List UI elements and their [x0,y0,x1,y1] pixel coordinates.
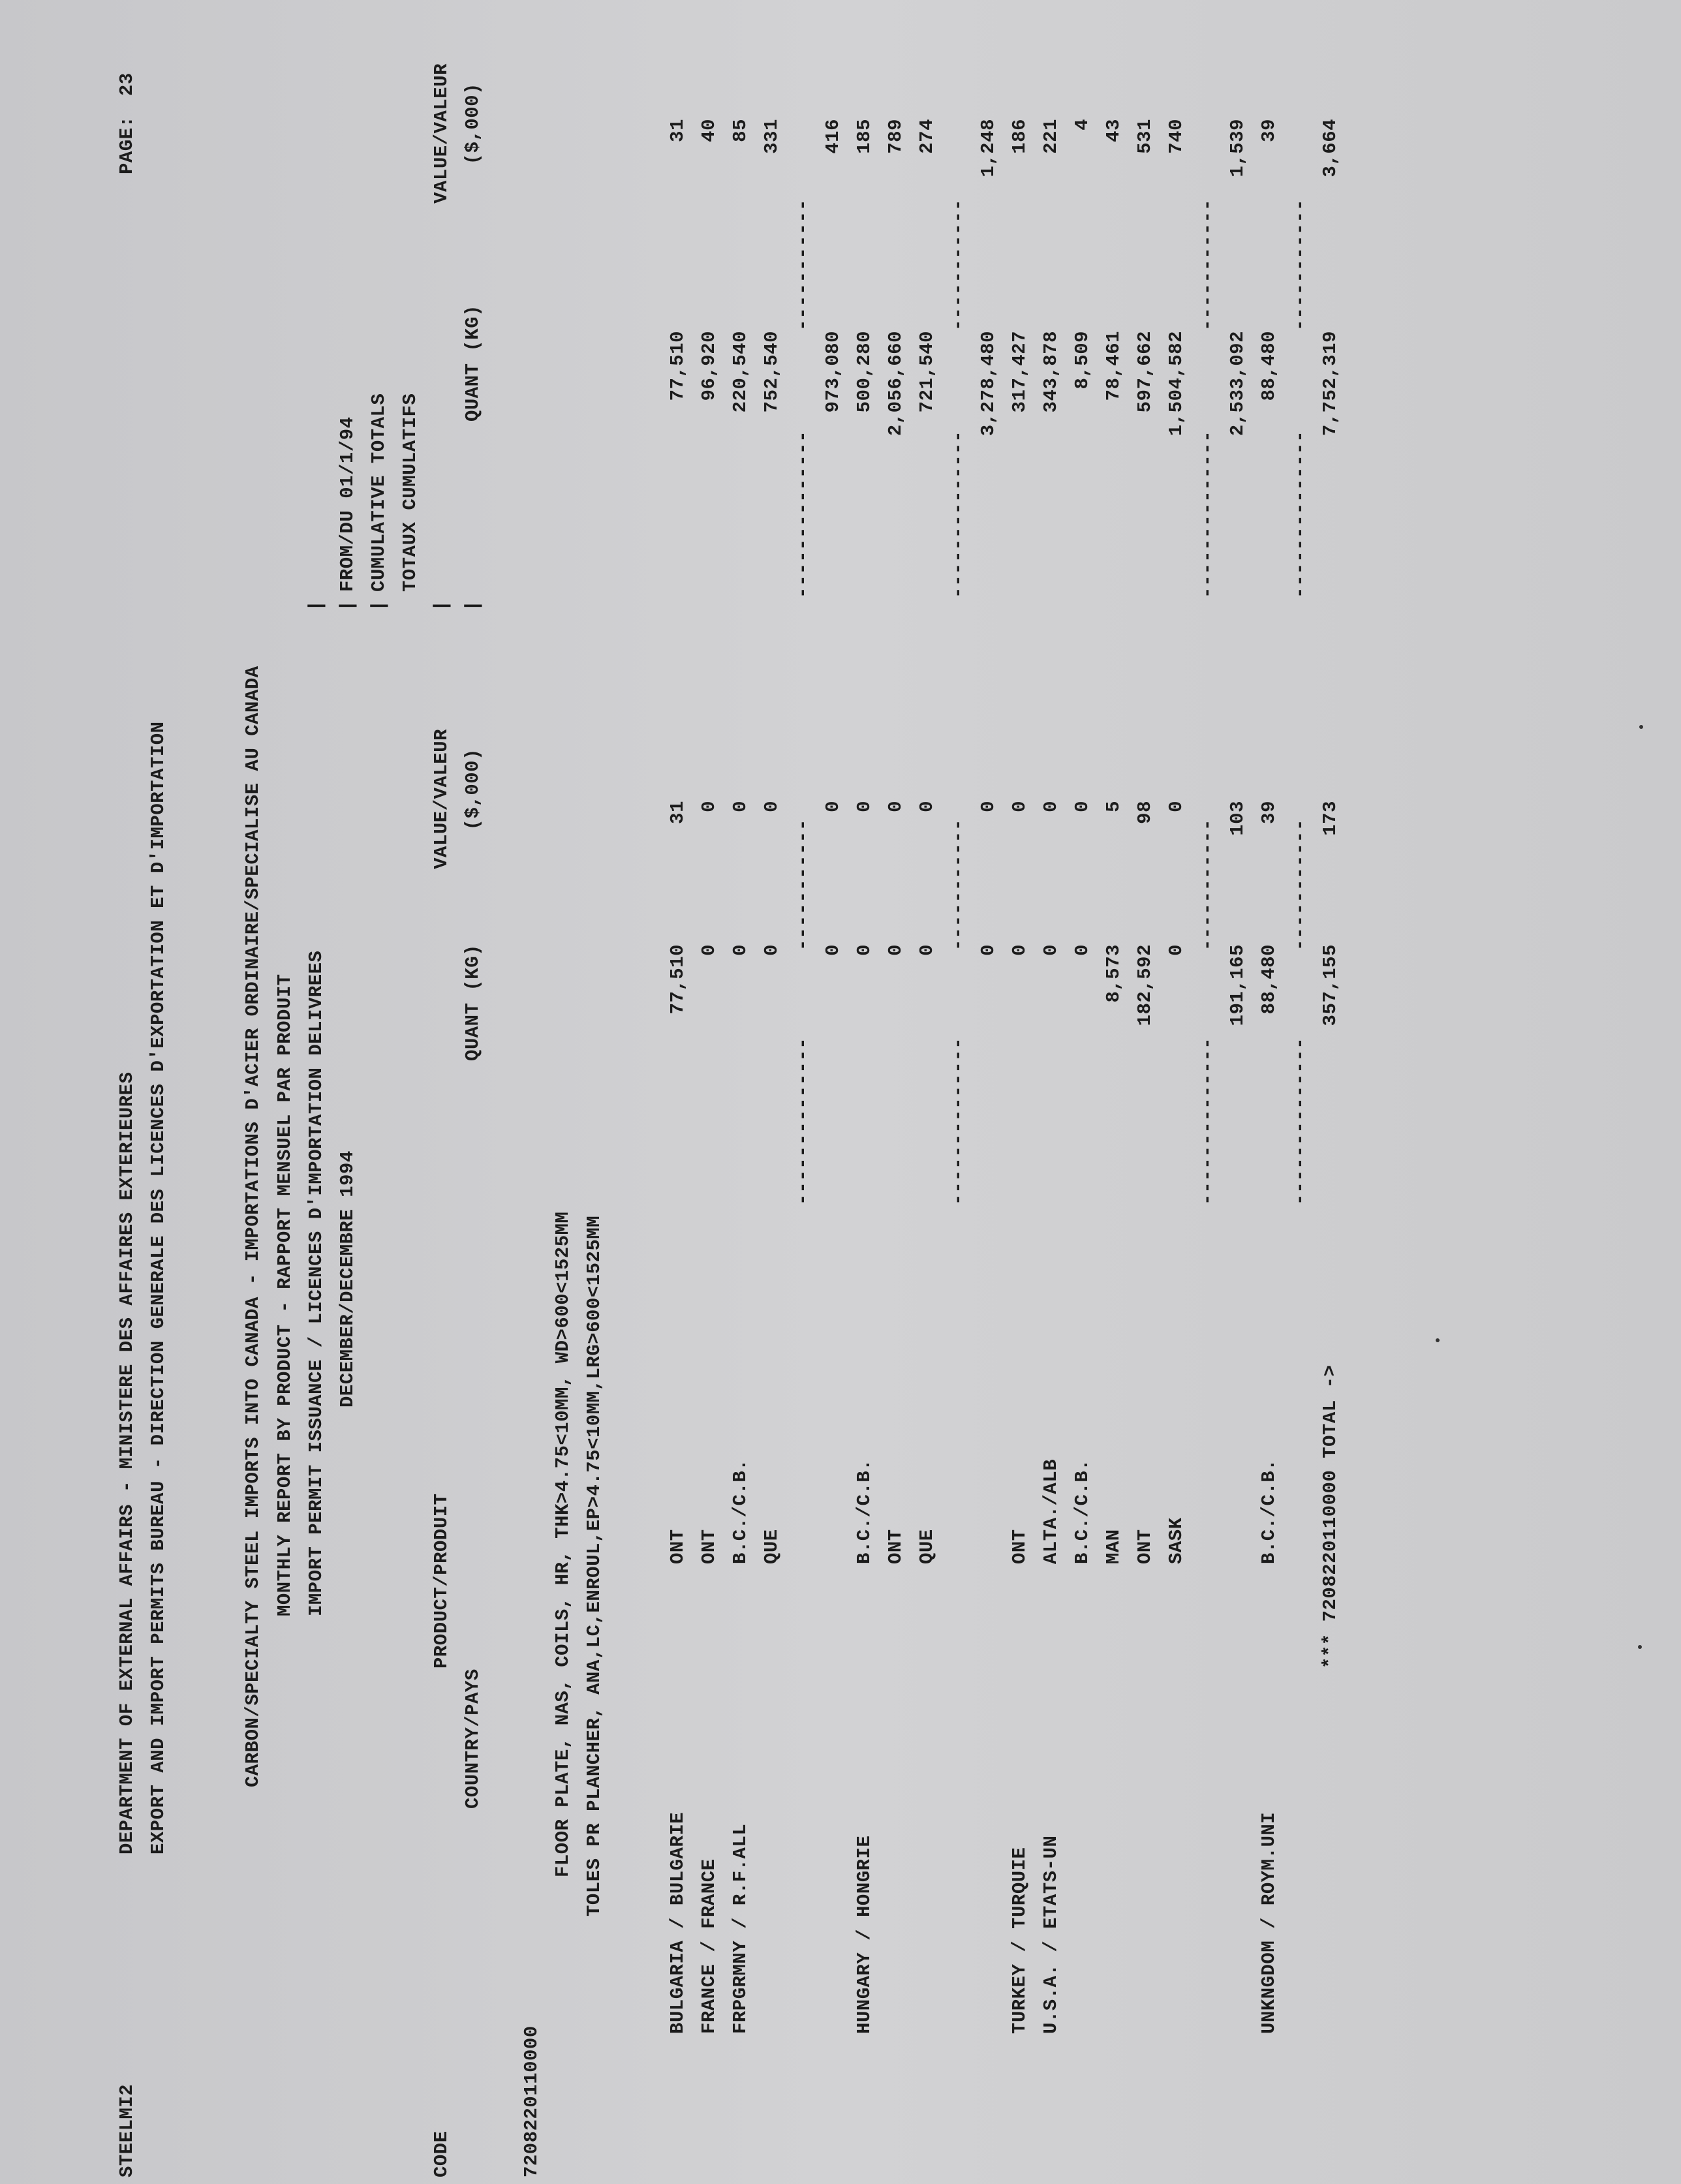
cell-cqty: 343,878 [1040,331,1062,413]
title-line-3: IMPORT PERMIT ISSUANCE / LICENCES D'IMPORTATION DELIVREES [305,950,327,1616]
cell-val: 0 [1072,801,1093,812]
cum-from: FROM/DU 01/1/94 [337,416,358,592]
cell-region: QUE [761,1529,782,1564]
cell-cval: 4 [1072,119,1093,131]
separator-val: ----------- [948,818,969,951]
separator-qty: -------------- [1197,1037,1218,1205]
separator-cval: ----------- [948,198,969,331]
cell-qty: 0 [1009,944,1030,956]
speck [1436,1338,1440,1342]
cell-country: U.S.A. / ETATS-UN [1040,1835,1062,2034]
cell-region: B.C./C.B. [1258,1458,1280,1564]
cell-cval: 40 [698,119,720,142]
cell-region: ONT [1134,1529,1156,1564]
cell-cqty: 77,510 [667,331,688,401]
cum-bar-2: | [337,600,358,611]
cell-region: B.C./C.B. [1072,1458,1093,1564]
speck [1638,1645,1642,1649]
cell-val: 5 [1103,801,1124,812]
cell-qty: 88,480 [1258,944,1280,1015]
separator-val: ----------- [1289,818,1311,951]
cell-val: 0 [854,801,875,812]
separator-qty: -------------- [948,1037,969,1205]
separator-val: ----------- [792,818,814,951]
product-desc-fr: TOLES PR PLANCHER, ANA,LC,ENROUL,EP>4.75<10MM,LRG>600<1525MM [583,1215,605,1916]
cell-cqty: 7,752,319 [1319,331,1341,437]
cell-cqty: 78,461 [1103,331,1124,401]
separator-qty: -------------- [1289,1037,1311,1205]
cell-region: ONT [1009,1529,1030,1564]
cell-val: 173 [1319,801,1341,836]
cell-cval: 740 [1165,119,1187,154]
total-label: *** 7208220110000 TOTAL -> [1319,1364,1341,1669]
separator-cqty: -------------- [1197,430,1218,598]
cell-cqty: 2,056,660 [885,331,906,437]
separator-cval: ----------- [792,198,814,331]
cum-totals: CUMULATIVE TOTALS [368,393,390,592]
cell-region: ONT [698,1529,720,1564]
cell-qty: 0 [698,944,720,956]
cell-region: MAN [1103,1529,1124,1564]
cell-qty: 77,510 [667,944,688,1015]
cell-val: 103 [1227,801,1248,836]
cell-country: TURKEY / TURQUIE [1009,1847,1030,2034]
cell-country: UNKNGDOM / ROYM.UNI [1258,1811,1280,2034]
cell-val: 0 [761,801,782,812]
cell-val: 0 [978,801,999,812]
cell-cval: 331 [761,119,782,154]
cell-country: HUNGARY / HONGRIE [854,1835,875,2034]
cell-cqty: 2,533,092 [1227,331,1248,437]
cell-qty: 0 [854,944,875,956]
cell-qty: 0 [822,944,844,956]
cell-cqty: 721,540 [916,331,938,413]
cell-qty: 0 [916,944,938,956]
title-line-4: DECEMBER/DECEMBRE 1994 [337,1150,358,1407]
cell-val: 0 [1040,801,1062,812]
cell-cqty: 1,504,582 [1165,331,1187,437]
cell-qty: 191,165 [1227,944,1248,1026]
cell-cval: 186 [1009,119,1030,154]
col-code: CODE [431,2130,452,2177]
cell-qty: 0 [978,944,999,956]
title-line-1: CARBON/SPECIALTY STEEL IMPORTS INTO CANADA - IMPORTATIONS D'ACIER ORDINAIRE/SPECIALISE AU CANADA [242,666,264,1787]
cell-qty: 0 [761,944,782,956]
cell-cqty: 88,480 [1258,331,1280,401]
cell-qty: 0 [1072,944,1093,956]
cell-region: ALTA./ALB [1040,1458,1062,1564]
cell-val: 98 [1134,801,1156,824]
cell-val: 0 [730,801,751,812]
cell-val: 39 [1258,801,1280,824]
cell-cqty: 500,280 [854,331,875,413]
cell-cqty: 220,540 [730,331,751,413]
cum-bar-5: | [462,600,484,611]
cell-cval: 1,248 [978,119,999,177]
cell-cval: 221 [1040,119,1062,154]
separator-cval: ----------- [1197,198,1218,331]
report-id: STEELMI2 [116,2084,138,2177]
cell-cval: 789 [885,119,906,154]
cell-qty: 357,155 [1319,944,1341,1026]
cell-region: QUE [916,1529,938,1564]
cell-qty: 0 [730,944,751,956]
cell-region: ONT [885,1529,906,1564]
cell-region: B.C./C.B. [730,1458,751,1564]
col-quant-month: QUANT (KG) [462,944,484,1062]
cell-cval: 31 [667,119,688,142]
col-value-month-2: ($,000) [462,748,484,831]
product-code: 7208220110000 [521,2025,542,2177]
separator-qty: -------------- [792,1037,814,1205]
cell-val: 31 [667,801,688,824]
cell-qty: 0 [885,944,906,956]
cum-bar-1: | [305,600,327,611]
cell-region: SASK [1165,1517,1187,1564]
col-value-cum-2: ($,000) [462,83,484,165]
cell-cval: 39 [1258,119,1280,142]
cell-qty: 0 [1040,944,1062,956]
cell-val: 0 [698,801,720,812]
cell-cqty: 8,509 [1072,331,1093,390]
cell-qty: 8,573 [1103,944,1124,1003]
separator-cqty: -------------- [1289,430,1311,598]
cell-cqty: 3,278,480 [978,331,999,437]
cell-cval: 185 [854,119,875,154]
cell-cval: 3,664 [1319,119,1341,177]
cell-cval: 85 [730,119,751,142]
cell-country: FRPGRMNY / R.F.ALL [730,1823,751,2034]
cell-region: B.C./C.B. [854,1458,875,1564]
cell-region: ONT [667,1529,688,1564]
col-value-cum-1: VALUE/VALEUR [431,63,452,204]
page-label: PAGE: [116,115,138,174]
cum-bar-3: | [368,600,390,611]
col-product: PRODUCT/PRODUIT [431,1493,452,1669]
col-value-month-1: VALUE/VALEUR [431,729,452,869]
page-number: 23 [116,72,138,96]
title-line-2: MONTHLY REPORT BY PRODUCT - RAPPORT MENSUEL PAR PRODUIT [274,974,296,1616]
separator-val: ----------- [1197,818,1218,951]
cell-cval: 43 [1103,119,1124,142]
cell-val: 0 [1009,801,1030,812]
cell-val: 0 [1165,801,1187,812]
cell-cqty: 973,080 [822,331,844,413]
cell-country: FRANCE / FRANCE [698,1858,720,2034]
cell-cval: 1,539 [1227,119,1248,177]
cell-cqty: 96,920 [698,331,720,401]
cum-bar-4: | [431,600,452,611]
cum-totaux: TOTAUX CUMULATIFS [399,393,421,592]
speck [1639,725,1643,729]
col-country: COUNTRY/PAYS [462,1669,484,1809]
cell-country: BULGARIA / BULGARIE [667,1811,688,2034]
cell-cqty: 317,427 [1009,331,1030,413]
separator-cqty: -------------- [948,430,969,598]
separator-cval: ----------- [1289,198,1311,331]
cell-qty: 182,592 [1134,944,1156,1026]
cell-val: 0 [916,801,938,812]
cell-qty: 0 [1165,944,1187,956]
bureau-line: EXPORT AND IMPORT PERMITS BUREAU - DIRECTION GENERALE DES LICENCES D'EXPORTATION ET D'IMPORTATION [147,721,169,1854]
department-line: DEPARTMENT OF EXTERNAL AFFAIRS - MINISTERE DES AFFAIRES EXTERIEURES [116,1071,138,1854]
product-desc-en: FLOOR PLATE, NAS, COILS, HR, THK>4.75<10MM, WD>600<1525MM [552,1211,574,1877]
cell-cval: 531 [1134,119,1156,154]
cell-cqty: 597,662 [1134,331,1156,413]
cell-cqty: 752,540 [761,331,782,413]
cell-cval: 274 [916,119,938,154]
cell-cval: 416 [822,119,844,154]
cell-val: 0 [822,801,844,812]
separator-cqty: -------------- [792,430,814,598]
col-quant-cum: QUANT (KG) [462,305,484,422]
cell-val: 0 [885,801,906,812]
